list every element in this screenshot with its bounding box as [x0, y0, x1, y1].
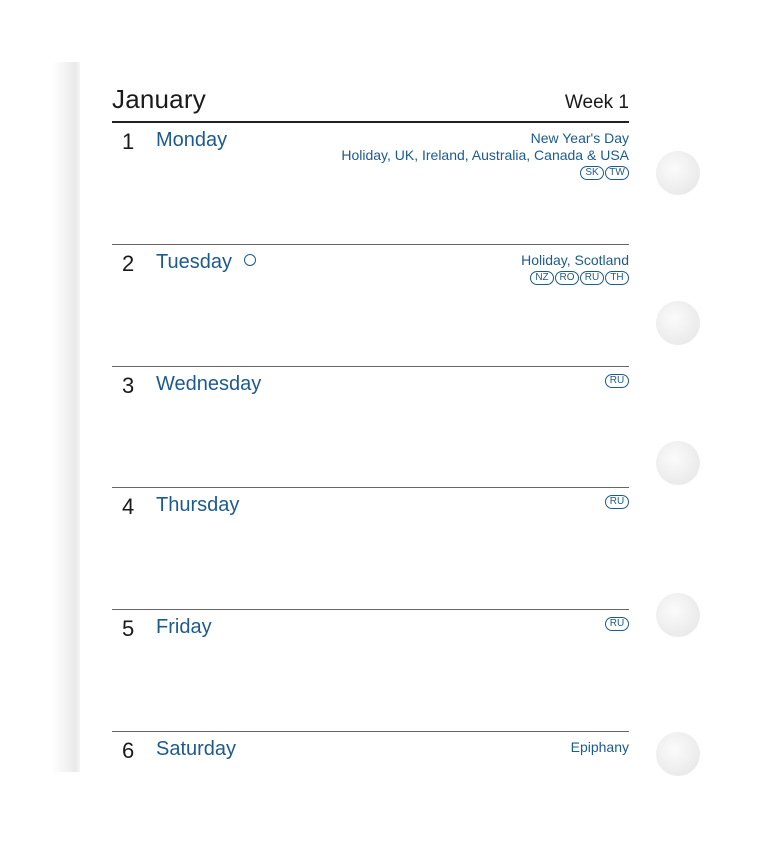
day-row [112, 609, 629, 731]
day-divider [112, 609, 629, 610]
day-notes [571, 739, 629, 756]
day-row [112, 731, 629, 853]
day-name [156, 494, 239, 517]
day-notes [521, 252, 629, 285]
day-notes [341, 130, 629, 180]
country-badge: TH [605, 271, 629, 285]
day-name [156, 616, 212, 639]
country-badge: TW [605, 166, 629, 180]
day-divider [112, 244, 629, 245]
day-name [156, 373, 261, 396]
country-badges [605, 374, 629, 388]
holiday-note: Holiday, Scotland [521, 251, 629, 268]
country-badge: NZ [530, 271, 554, 285]
day-divider [112, 731, 629, 732]
day-number: 1 [122, 129, 135, 154]
day-name [156, 251, 256, 274]
ring-hole [656, 593, 700, 637]
day-row [112, 366, 629, 488]
day-notes [605, 374, 629, 388]
country-badge: RU [580, 271, 604, 285]
country-badge: RO [555, 271, 579, 285]
day-notes [605, 495, 629, 509]
country-badges [521, 271, 629, 285]
day-number: 5 [122, 616, 135, 642]
day-number: 2 [122, 250, 135, 276]
day-divider [112, 366, 629, 367]
ring-hole [656, 151, 700, 195]
day-name-label: Tuesday [156, 250, 232, 273]
country-badge: RU [605, 617, 629, 631]
country-badge: RU [605, 495, 629, 509]
country-badge: SK [580, 166, 604, 180]
holiday-note: New Year's Day [530, 130, 629, 146]
day-divider [112, 487, 629, 488]
ring-hole [656, 301, 700, 345]
country-badge: RU [605, 374, 629, 388]
day-number: 6 [122, 738, 135, 763]
day-row [112, 487, 629, 609]
day-name [156, 129, 227, 152]
holiday-note: Holiday, UK, Ireland, Australia, Canada & USA [341, 147, 629, 163]
day-number: 4 [122, 494, 135, 520]
day-row [112, 244, 629, 366]
binder-edge-shadow [52, 62, 80, 772]
country-badges [341, 166, 629, 180]
day-notes [605, 617, 629, 631]
day-name-label: Saturday [156, 738, 237, 760]
day-name-label: Thursday [156, 494, 240, 517]
day-name-label: Monday [156, 129, 228, 151]
holiday-note: Epiphany [570, 739, 629, 755]
full-moon-icon [244, 254, 256, 266]
day-row [112, 122, 629, 244]
month-title: January [112, 84, 206, 114]
country-badges [605, 617, 629, 631]
day-name-label: Friday [156, 616, 212, 639]
week-label: Week 1 [564, 92, 629, 113]
day-number: 3 [122, 372, 135, 398]
day-name [156, 738, 236, 761]
ring-hole [656, 441, 700, 485]
day-name-label: Wednesday [156, 372, 262, 395]
ring-hole [656, 732, 700, 776]
country-badges [605, 495, 629, 509]
